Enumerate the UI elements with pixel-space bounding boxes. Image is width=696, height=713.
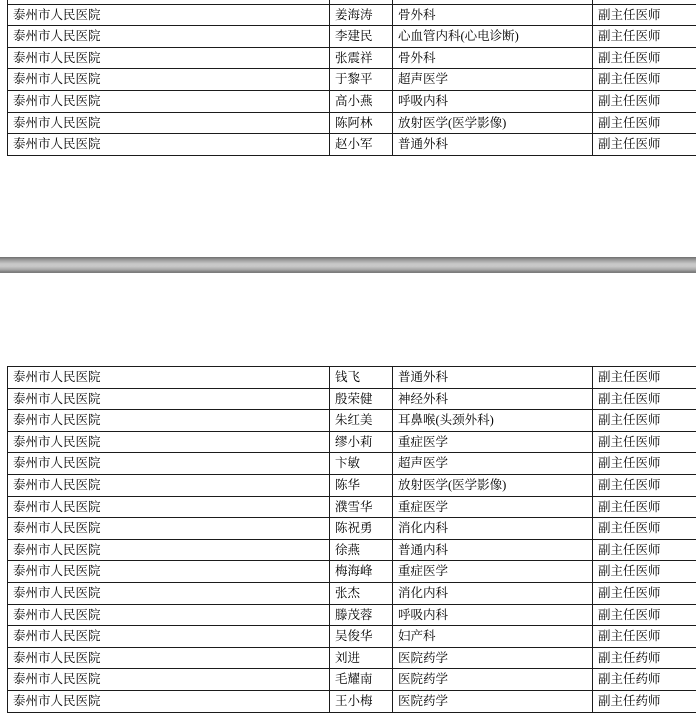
page-break-separator	[0, 257, 696, 273]
cell-name: 朱红美	[330, 410, 393, 432]
cell-name: 高小燕	[330, 90, 393, 112]
cell-department: 消化内科	[393, 582, 593, 604]
cell-department: 重症医学	[393, 431, 593, 453]
staff-table-page1	[7, 0, 696, 156]
cell-title: 副主任药师	[593, 690, 696, 712]
table-row	[8, 69, 696, 91]
cell-department: 普通外科	[393, 134, 593, 156]
cell-hospital: 泰州市人民医院	[8, 47, 330, 69]
cell-name: 姜海涛	[330, 4, 393, 26]
cell-department: 骨外科	[393, 47, 593, 69]
cell-department: 普通外科	[393, 367, 593, 389]
cell-department: 骨外科	[393, 4, 593, 26]
cell-hospital: 泰州市人民医院	[8, 134, 330, 156]
cell-department: 神经外科	[393, 388, 593, 410]
cell-title: 副主任医师	[593, 518, 696, 540]
cell-hospital: 泰州市人民医院	[8, 496, 330, 518]
cell-title: 副主任药师	[593, 669, 696, 691]
cell-hospital: 泰州市人民医院	[8, 4, 330, 26]
cell-name: 殷荣健	[330, 388, 393, 410]
table-row	[8, 561, 696, 583]
cell-department: 医院药学	[393, 690, 593, 712]
cell-name: 毛耀南	[330, 669, 393, 691]
cell-department: 重症医学	[393, 561, 593, 583]
cell-title: 副主任医师	[593, 26, 696, 48]
cell-name: 于黎平	[330, 69, 393, 91]
table-row	[8, 90, 696, 112]
cell-name: 王小梅	[330, 690, 393, 712]
cell-name: 濮雪华	[330, 496, 393, 518]
table-row	[8, 431, 696, 453]
table-row	[8, 539, 696, 561]
table-row	[8, 690, 696, 712]
table-row	[8, 453, 696, 475]
table-row	[8, 604, 696, 626]
cell-title: 副主任医师	[593, 367, 696, 389]
cell-title: 副主任医师	[593, 388, 696, 410]
cell-hospital: 泰州市人民医院	[8, 367, 330, 389]
cell-department: 重症医学	[393, 496, 593, 518]
cell-title: 副主任医师	[593, 582, 696, 604]
table-row	[8, 669, 696, 691]
cell-name: 刘进	[330, 647, 393, 669]
cell-hospital: 泰州市人民医院	[8, 90, 330, 112]
cell-hospital: 泰州市人民医院	[8, 561, 330, 583]
cell-title: 副主任医师	[593, 626, 696, 648]
cell-title: 副主任医师	[593, 90, 696, 112]
table-row	[8, 47, 696, 69]
cell-title: 副主任医师	[593, 112, 696, 134]
cell-hospital: 泰州市人民医院	[8, 669, 330, 691]
table-row	[8, 474, 696, 496]
table-row	[8, 26, 696, 48]
cell-hospital: 泰州市人民医院	[8, 26, 330, 48]
cell-name: 陈华	[330, 474, 393, 496]
staff-table-page2	[7, 366, 696, 713]
cell-hospital: 泰州市人民医院	[8, 431, 330, 453]
cell-title: 副主任医师	[593, 453, 696, 475]
cell-name: 吴俊华	[330, 626, 393, 648]
cell-name: 梅海峰	[330, 561, 393, 583]
cell-title: 副主任医师	[593, 134, 696, 156]
cell-department: 心血管内科(心电诊断)	[393, 26, 593, 48]
cell-name: 张杰	[330, 582, 393, 604]
cell-department: 耳鼻喉(头颈外科)	[393, 410, 593, 432]
cell-hospital: 泰州市人民医院	[8, 474, 330, 496]
cell-department: 医院药学	[393, 669, 593, 691]
cell-name: 滕茂蓉	[330, 604, 393, 626]
cell-hospital: 泰州市人民医院	[8, 626, 330, 648]
cell-department: 呼吸内科	[393, 604, 593, 626]
table-row	[8, 367, 696, 389]
cell-title: 副主任医师	[593, 561, 696, 583]
cell-title: 副主任医师	[593, 47, 696, 69]
cell-department: 超声医学	[393, 69, 593, 91]
cell-department: 消化内科	[393, 518, 593, 540]
cell-name: 缪小莉	[330, 431, 393, 453]
table-row	[8, 4, 696, 26]
table-row	[8, 496, 696, 518]
cell-department: 放射医学(医学影像)	[393, 474, 593, 496]
cell-title: 副主任医师	[593, 496, 696, 518]
table-row	[8, 388, 696, 410]
cell-department: 普通内科	[393, 539, 593, 561]
cell-title: 副主任医师	[593, 539, 696, 561]
cell-title: 副主任医师	[593, 474, 696, 496]
cell-department: 放射医学(医学影像)	[393, 112, 593, 134]
cell-name: 赵小军	[330, 134, 393, 156]
cell-department: 超声医学	[393, 453, 593, 475]
cell-name: 钱飞	[330, 367, 393, 389]
cell-department: 妇产科	[393, 626, 593, 648]
cell-department: 医院药学	[393, 647, 593, 669]
cell-hospital: 泰州市人民医院	[8, 582, 330, 604]
cell-title: 副主任医师	[593, 410, 696, 432]
cell-title: 副主任医师	[593, 69, 696, 91]
cell-hospital: 泰州市人民医院	[8, 388, 330, 410]
table-row	[8, 112, 696, 134]
cell-hospital: 泰州市人民医院	[8, 69, 330, 91]
table-row	[8, 410, 696, 432]
cell-name: 张震祥	[330, 47, 393, 69]
table-row	[8, 582, 696, 604]
table-row	[8, 626, 696, 648]
cell-title: 副主任医师	[593, 4, 696, 26]
cell-title: 副主任医师	[593, 604, 696, 626]
table-row	[8, 518, 696, 540]
cell-hospital: 泰州市人民医院	[8, 647, 330, 669]
cell-hospital: 泰州市人民医院	[8, 690, 330, 712]
cell-hospital: 泰州市人民医院	[8, 410, 330, 432]
cell-name: 陈阿林	[330, 112, 393, 134]
table-row	[8, 134, 696, 156]
cell-department: 呼吸内科	[393, 90, 593, 112]
cell-name: 李建民	[330, 26, 393, 48]
cell-hospital: 泰州市人民医院	[8, 112, 330, 134]
cell-hospital: 泰州市人民医院	[8, 539, 330, 561]
cell-hospital: 泰州市人民医院	[8, 604, 330, 626]
cell-hospital: 泰州市人民医院	[8, 518, 330, 540]
cell-title: 副主任医师	[593, 431, 696, 453]
cell-name: 陈祝勇	[330, 518, 393, 540]
cell-hospital: 泰州市人民医院	[8, 453, 330, 475]
cell-name: 卞敏	[330, 453, 393, 475]
table-row	[8, 647, 696, 669]
cell-title: 副主任药师	[593, 647, 696, 669]
cell-name: 徐燕	[330, 539, 393, 561]
